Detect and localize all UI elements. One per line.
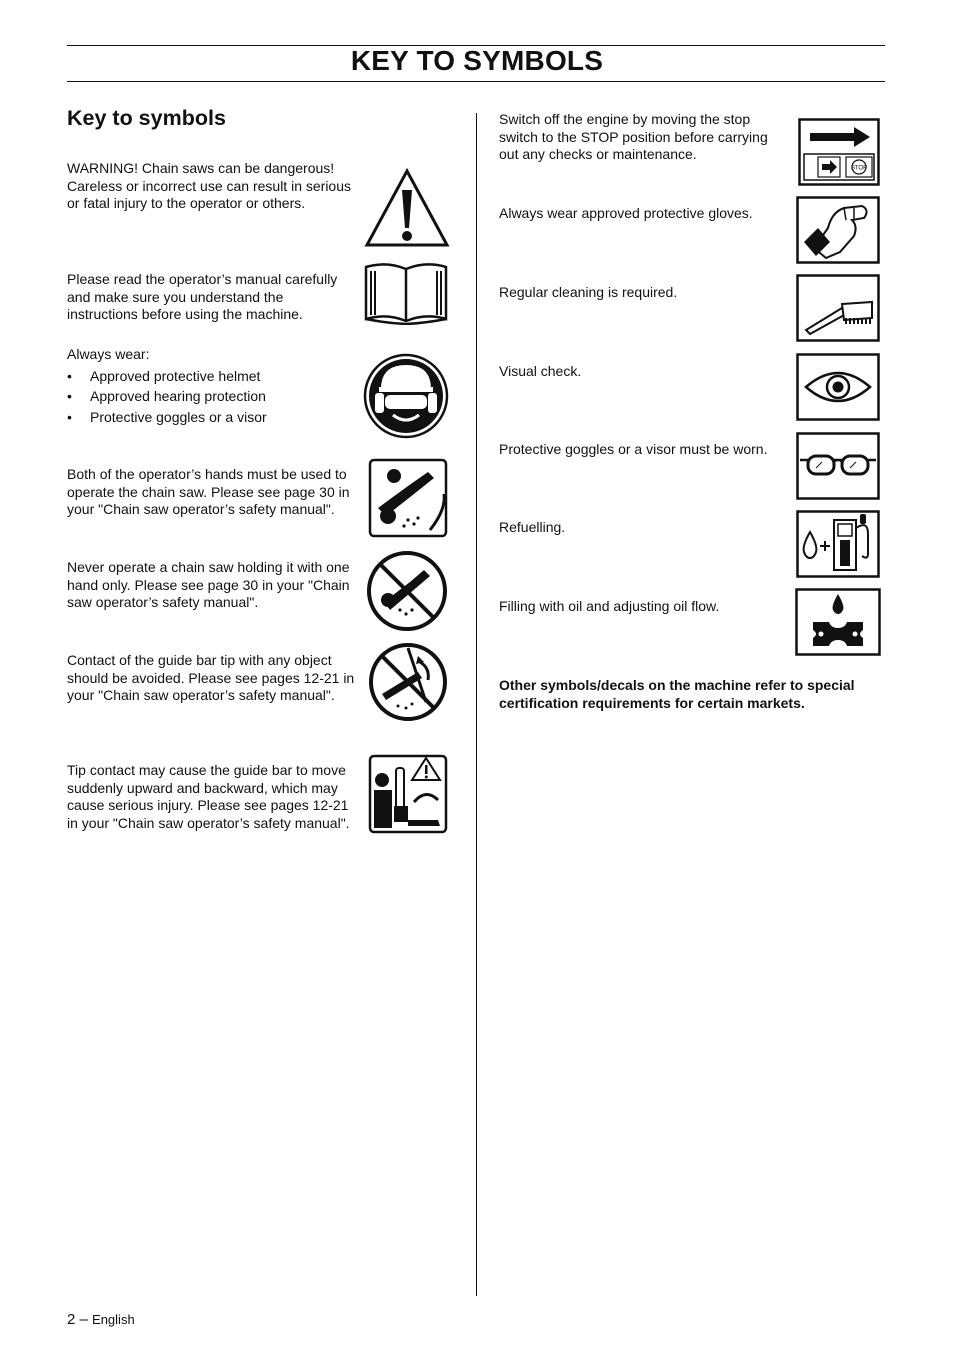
list-item: • Approved protective helmet bbox=[67, 368, 355, 386]
oil-text: Filling with oil and adjusting oil flow. bbox=[499, 598, 720, 614]
brush-icon bbox=[796, 274, 880, 342]
goggles-text: Protective goggles or a visor must be worn. bbox=[499, 441, 768, 457]
eye-icon bbox=[796, 353, 880, 421]
stop-label: STOP bbox=[850, 165, 868, 172]
glove-icon bbox=[796, 196, 880, 264]
stop-switch-icon bbox=[798, 118, 880, 186]
refuel-icon bbox=[796, 510, 880, 578]
always-wear-block bbox=[67, 346, 355, 429]
footer-language: English bbox=[92, 1312, 135, 1327]
warning-triangle-icon bbox=[364, 168, 450, 248]
kickback-text: Tip contact may cause the guide bar to move suddenly upward and backward, which may cause serious injury. Please see pages 12-21 in your "Chain saw operator’s safety manual". bbox=[67, 762, 350, 831]
always-wear-list bbox=[67, 368, 355, 427]
stop-switch-text: Switch off the engine by moving the stop switch to the STOP position before carrying out any checks or maintenance. bbox=[499, 111, 768, 163]
visual-check-text: Visual check. bbox=[499, 363, 582, 379]
cleaning-text: Regular cleaning is required. bbox=[499, 284, 678, 300]
page-footer bbox=[67, 1311, 135, 1328]
one-hand-prohibited-icon bbox=[366, 550, 448, 632]
both-hands-text: Both of the operator’s hands must be used to operate the chain saw. Please see page 30 in your "Chain saw operator’s safety manual". bbox=[67, 466, 350, 518]
always-wear-intro: Always wear: bbox=[67, 346, 150, 362]
section-heading: Key to symbols bbox=[67, 106, 226, 130]
one-hand-text: Never operate a chain saw holding it with one hand only. Please see page 30 in your "Chain saw operator’s safety manual". bbox=[67, 559, 350, 611]
list-item: • Approved hearing protection bbox=[67, 388, 355, 406]
tip-contact-text: Contact of the guide bar tip with any object should be avoided. Please see pages 12-21 in your "Chain saw operator’s safety manual". bbox=[67, 652, 355, 704]
oil-chain-icon bbox=[795, 588, 881, 656]
column-divider bbox=[476, 113, 477, 1296]
tip-contact-prohibited-icon bbox=[368, 642, 448, 722]
read-manual-text: Please read the operator’s manual carefully and make sure you understand the instructions before using the machine. bbox=[67, 271, 338, 323]
two-hands-saw-icon bbox=[368, 458, 448, 538]
other-symbols-note: Other symbols/decals on the machine refer to special certification requirements for certain markets. bbox=[499, 677, 855, 711]
helmet-hearing-goggles-icon bbox=[363, 353, 449, 439]
manual-book-icon bbox=[363, 261, 449, 325]
title-underline bbox=[67, 81, 885, 82]
goggles-icon bbox=[796, 432, 880, 500]
gloves-text: Always wear approved protective gloves. bbox=[499, 205, 753, 221]
warning-text: WARNING! Chain saws can be dangerous! Careless or incorrect use can result in serious or fatal injury to the operator or others. bbox=[67, 160, 352, 212]
kickback-icon bbox=[368, 754, 448, 834]
page-number: 2 – bbox=[67, 1311, 88, 1328]
list-item: • Protective goggles or a visor bbox=[67, 409, 355, 427]
refuelling-text: Refuelling. bbox=[499, 519, 566, 535]
page-title: KEY TO SYMBOLS bbox=[350, 45, 604, 76]
